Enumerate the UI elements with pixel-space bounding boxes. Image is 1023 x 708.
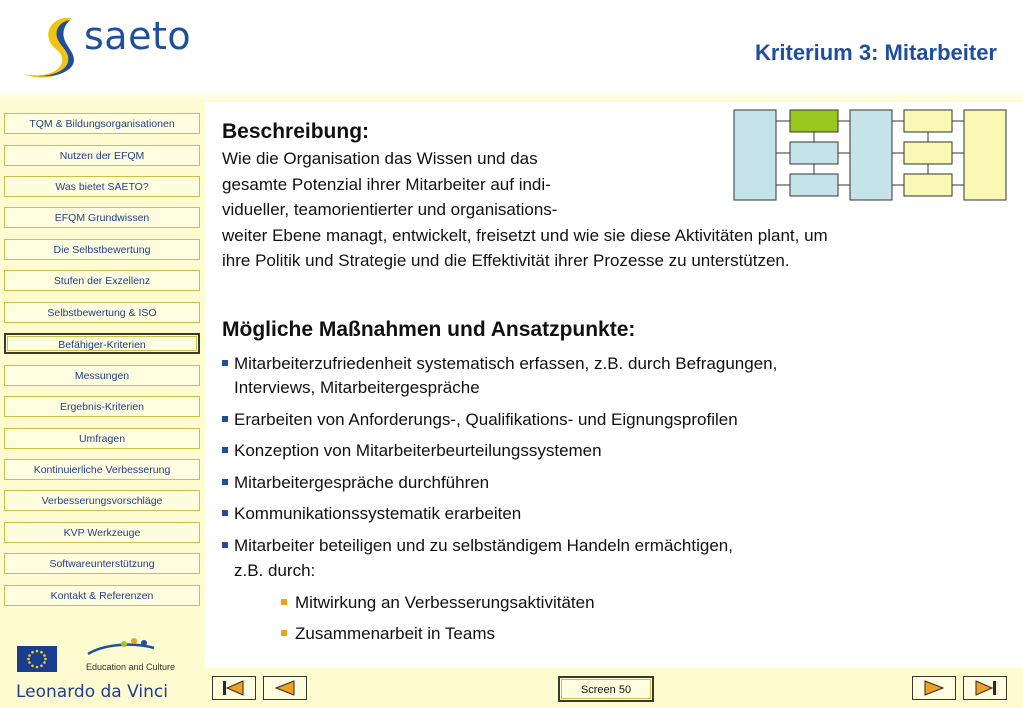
description-line-4: weiter Ebene managt, entwickelt, freisetzt und wie sie diese Aktivitäten plant, um	[222, 226, 828, 245]
logo-text: saeto	[84, 14, 192, 58]
sidebar-item-befaehiger[interactable]: Befähiger-Kriterien	[4, 333, 200, 354]
sidebar-item-iso[interactable]: Selbstbewertung & ISO	[4, 302, 200, 323]
sidebar-item-kvp[interactable]: KVP Werkzeuge	[4, 522, 200, 543]
eu-flag-icon	[17, 646, 57, 672]
bullet-square-icon	[222, 360, 228, 366]
last-page-button[interactable]	[963, 676, 1007, 700]
bullet-text: Konzeption von Mitarbeiterbeurteilungssystemen	[234, 441, 602, 460]
bullet-square-icon	[222, 542, 228, 548]
bullet-item	[222, 502, 521, 525]
sidebar-item-ergebnis[interactable]: Ergebnis-Kriterien	[4, 396, 200, 417]
bullet-square-icon	[222, 416, 228, 422]
bullet-text: Erarbeiten von Anforderungs-, Qualifikations- und Eignungsprofilen	[234, 410, 738, 429]
screen-number	[558, 676, 654, 702]
description-line-3: vidueller, teamorientierter und organisations-	[222, 200, 558, 219]
previous-page-icon	[264, 677, 306, 699]
bullet-text: Mitarbeiter beteiligen und zu selbständigem Handeln ermächtigen,	[234, 536, 733, 555]
sidebar-item-tqm[interactable]: TQM & Bildungsorganisationen	[4, 113, 200, 134]
sidebar-item-umfragen[interactable]: Umfragen	[4, 428, 200, 449]
sidebar-item-efqm-nutzen[interactable]: Nutzen der EFQM	[4, 145, 200, 166]
sidebar-item-stufen[interactable]: Stufen der Exzellenz	[4, 270, 200, 291]
previous-page-button[interactable]	[263, 676, 307, 700]
sidebar-item-saeto[interactable]: Was bietet SAETO?	[4, 176, 200, 197]
page-title: Kriterium 3: Mitarbeiter	[754, 40, 997, 65]
sidebar-item-selbstbewertung[interactable]: Die Selbstbewertung	[4, 239, 200, 260]
header	[0, 0, 1023, 88]
bullet-text: Mitarbeitergespräche durchführen	[234, 473, 490, 492]
first-page-button[interactable]	[212, 676, 256, 700]
first-page-icon	[213, 677, 255, 699]
measures-heading: Mögliche Maßnahmen und Ansatzpunkte:	[222, 318, 636, 341]
bullet-item	[222, 471, 489, 494]
description-line-1: Wie die Organisation das Wissen und das	[222, 149, 538, 168]
sidebar-item-vorschlaege[interactable]: Verbesserungsvorschläge	[4, 490, 200, 511]
sub-bullet-text: Zusammenarbeit in Teams	[295, 624, 495, 643]
sidebar-item-messungen[interactable]: Messungen	[4, 365, 200, 386]
bullet-square-icon	[222, 479, 228, 485]
ec-label: Education and Culture	[86, 662, 176, 672]
bullet-item-continuation: Interviews, Mitarbeitergespräche	[234, 378, 480, 397]
sub-bullet-text: Mitwirkung an Verbesserungsaktivitäten	[295, 593, 595, 612]
sidebar-item-verbesserung[interactable]: Kontinuierliche Verbesserung	[4, 459, 200, 480]
next-page-icon	[913, 677, 955, 699]
sidebar-item-software[interactable]: Softwareunterstützung	[4, 553, 200, 574]
bullet-item	[222, 408, 738, 431]
sidebar-item-efqm-grundwissen[interactable]: EFQM Grundwissen	[4, 207, 200, 228]
bullet-item	[222, 439, 602, 462]
sub-bullet-square-icon	[281, 630, 287, 636]
bullet-text: Kommunikationssystematik erarbeiten	[234, 504, 522, 523]
bullet-item-continuation: z.B. durch:	[234, 561, 316, 580]
sub-bullet-square-icon	[281, 599, 287, 605]
last-page-icon	[964, 677, 1006, 699]
bullet-item	[222, 352, 777, 375]
efqm-model-diagram-icon	[732, 108, 1010, 202]
screen-number-label: Screen 50	[561, 679, 651, 699]
bullet-square-icon	[222, 510, 228, 516]
header-band	[0, 88, 1023, 102]
sub-bullet-item	[281, 593, 595, 613]
leonardo-label: Leonardo da Vinci	[16, 682, 168, 702]
sub-bullet-item	[281, 624, 495, 644]
description-line-5: ihre Politik und Strategie und die Effektivität ihrer Prozesse zu unterstützen.	[222, 251, 790, 270]
bullet-square-icon	[222, 447, 228, 453]
description-heading: Beschreibung:	[222, 120, 370, 143]
bullet-text: Mitarbeiterzufriedenheit systematisch erfassen, z.B. durch Befragungen,	[234, 354, 778, 373]
description-line-2: gesamte Potenzial ihrer Mitarbeiter auf indi-	[222, 175, 551, 194]
next-page-button[interactable]	[912, 676, 956, 700]
sidebar-item-kontakt[interactable]: Kontakt & Referenzen	[4, 585, 200, 606]
bullet-item	[222, 534, 733, 557]
